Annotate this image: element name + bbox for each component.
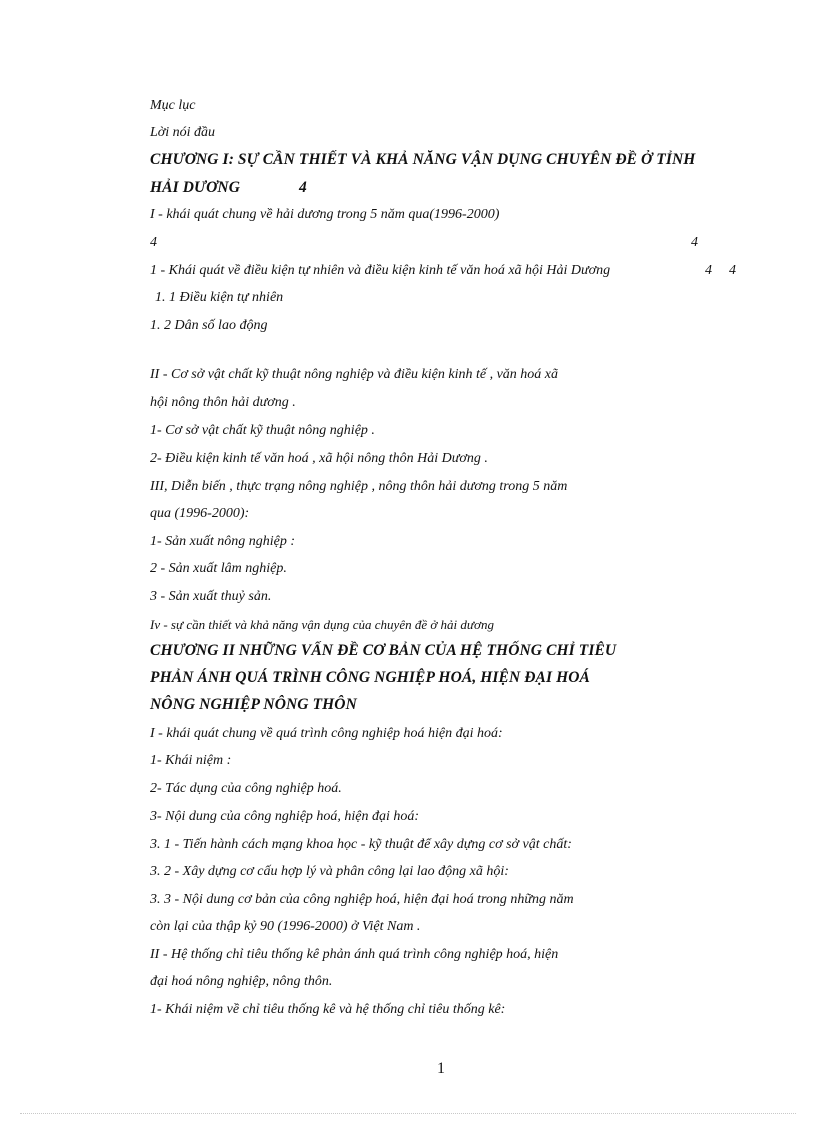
chapter1-heading-line2: HẢI DƯƠNG xyxy=(150,179,240,196)
chapter2-item3-3-line1: 3. 3 - Nội dung cơ bản của công nghiệp hoá, hiện đại hoá trong những năm xyxy=(150,892,574,907)
page-bottom-divider xyxy=(20,1113,796,1114)
chapter1-section3-item2: 2 - Sản xuất lâm nghiệp. xyxy=(150,561,287,576)
chapter2-heading-line1: CHƯƠNG II NHỮNG VẤN ĐỀ CƠ BẢN CỦA HỆ THỐNG CHỈ TIÊU xyxy=(150,642,617,659)
chapter1-section3-line1: III, Diễn biến , thực trạng nông nghiệp , nông thôn hải dương trong 5 năm xyxy=(150,479,568,494)
chapter2-item2: 2- Tác dụng của công nghiệp hoá. xyxy=(150,781,342,796)
chapter1-item1-2: 1. 2 Dân số lao động xyxy=(150,318,268,333)
chapter1-section3-item1: 1- Sản xuất nông nghiệp : xyxy=(150,534,296,549)
toc-title: Mục lục xyxy=(150,98,196,113)
chapter2-heading-line2: PHẢN ÁNH QUÁ TRÌNH CÔNG NGHIỆP HOÁ, HIỆN ĐẠI HOÁ xyxy=(150,669,590,686)
chapter1-section2-line2: hội nông thôn hải dương . xyxy=(150,395,296,410)
chapter2-section2-line2: đại hoá nông nghiệp, nông thôn. xyxy=(150,974,333,989)
chapter1-item1-page-b: 4 xyxy=(729,263,736,278)
chapter2-section1: I - khái quát chung về quá trình công nghiệp hoá hiện đại hoá: xyxy=(150,726,503,741)
chapter1-section4: Iv - sự cần thiết và khả năng vận dụng của chuyên đề ở hải dương xyxy=(150,617,494,632)
chapter2-item3-3-line2: còn lại của thập kỷ 90 (1996-2000) ở Việt Nam . xyxy=(150,919,421,934)
chapter1-section3-item3: 3 - Sản xuất thuỷ sản. xyxy=(150,589,272,604)
chapter2-item3: 3- Nội dung của công nghiệp hoá, hiện đại hoá: xyxy=(150,809,420,824)
toc-preface: Lời nói đầu xyxy=(150,125,216,140)
chapter1-item1: 1 - Khái quát về điều kiện tự nhiên và điều kiện kinh tế văn hoá xã hội Hải Dương xyxy=(150,263,611,278)
chapter2-section2-line1: II - Hệ thống chỉ tiêu thống kê phản ánh quá trình công nghiệp hoá, hiện xyxy=(150,947,559,962)
chapter1-item1-1: 1. 1 Điều kiện tự nhiên xyxy=(155,290,284,305)
chapter2-section2-item1: 1- Khái niệm về chỉ tiêu thống kê và hệ thống chỉ tiêu thống kê: xyxy=(150,1002,506,1017)
chapter2-heading-line3: NÔNG NGHIỆP NÔNG THÔN xyxy=(150,696,357,713)
chapter2-item1: 1- Khái niệm : xyxy=(150,753,232,768)
chapter1-item1-page-a: 4 xyxy=(705,263,712,278)
chapter1-section1-page-right: 4 xyxy=(691,235,698,250)
chapter2-item3-2: 3. 2 - Xây dựng cơ cấu hợp lý và phân công lại lao động xã hội: xyxy=(150,864,509,879)
chapter1-section3-line2: qua (1996-2000): xyxy=(150,506,250,521)
chapter1-section2-item2: 2- Điều kiện kinh tế văn hoá , xã hội nông thôn Hải Dương . xyxy=(150,451,488,466)
chapter1-heading-line1: CHƯƠNG I: SỰ CẦN THIẾT VÀ KHẢ NĂNG VẬN DỤNG CHUYÊN ĐỀ Ở TỈNH xyxy=(150,151,696,168)
page-number: 1 xyxy=(437,1060,445,1077)
chapter1-section1-page-left: 4 xyxy=(150,235,157,250)
chapter1-section2-line1: II - Cơ sở vật chất kỹ thuật nông nghiệp và điều kiện kinh tế , văn hoá xã xyxy=(150,367,559,382)
chapter1-heading-page: 4 xyxy=(299,179,307,196)
chapter1-section2-item1: 1- Cơ sở vật chất kỹ thuật nông nghiệp . xyxy=(150,423,375,438)
chapter2-item3-1: 3. 1 - Tiến hành cách mạng khoa học - kỹ thuật để xây dựng cơ sở vật chất: xyxy=(150,837,572,852)
chapter1-section1: I - khái quát chung về hải dương trong 5 năm qua(1996-2000) xyxy=(150,207,500,222)
